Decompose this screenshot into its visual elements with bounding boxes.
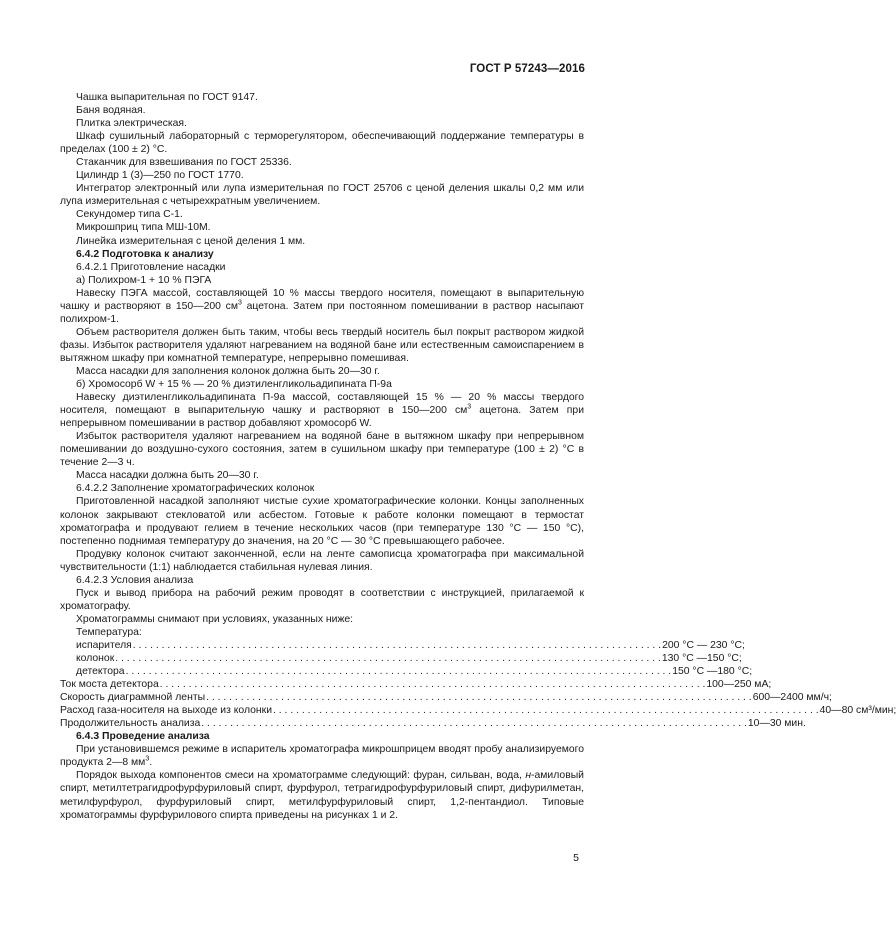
paragraph: Продувку колонок считают законченной, если на ленте самописца хроматографа при максимальной чувствительности (1:1) наблюдается стабильная нулевая линия.: [60, 548, 584, 573]
equipment-item: Баня водяная.: [76, 105, 146, 117]
equipment-item: Плитка электрическая.: [76, 118, 187, 130]
paragraph: Хроматограммы снимают при условиях, указанных ниже:: [76, 613, 354, 625]
equipment-item: Секундомер типа С-1.: [76, 209, 183, 221]
list-item: а) Полихром-1 + 10 % ПЭГА: [76, 274, 212, 286]
section-heading-6-4-3: 6.4.3 Проведение анализа: [76, 731, 210, 743]
equipment-item: Микрошприц типа МШ-10М.: [76, 222, 211, 234]
standard-code-header: ГОСТ Р 57243—2016: [469, 63, 585, 75]
condition-row: Продолжительность анализа . . . . . . . . . . . . . . . . . . . . . . . . . . . . . . . . . . . . . . . . . . . . . . . . . . . . . . . . . . . . . . . . . . . . . . . . . . . . . . . . . . . . . . . . . . . . . . . 10—30 мин.: [60, 718, 806, 730]
leader-dots: . . . . . . . . . . . . . . . . . . . . . . . . . . . . . . . . . . . . . . . . . . . . . . . . . . . . . . . . . . . . . . . . . . . . . . . . . . . . . . . . . . . . . . . . . . . . . . .: [115, 653, 661, 665]
condition-row: Ток моста детектора . . . . . . . . . . . . . . . . . . . . . . . . . . . . . . . . . . . . . . . . . . . . . . . . . . . . . . . . . . . . . . . . . . . . . . . . . . . . . . . . . . . . . . . . . . . . . . . 100—250 мА;: [60, 679, 772, 691]
leader-dots: . . . . . . . . . . . . . . . . . . . . . . . . . . . . . . . . . . . . . . . . . . . . . . . . . . . . . . . . . . . . . . . . . . . . . . . . . . . . . . . . . . . . . . . . . . . . . . .: [273, 705, 819, 717]
leader-dots: . . . . . . . . . . . . . . . . . . . . . . . . . . . . . . . . . . . . . . . . . . . . . . . . . . . . . . . . . . . . . . . . . . . . . . . . . . . . . . . . . . . . . . . . . . . . . . .: [201, 718, 747, 730]
condition-row: испарителя . . . . . . . . . . . . . . . . . . . . . . . . . . . . . . . . . . . . . . . . . . . . . . . . . . . . . . . . . . . . . . . . . . . . . . . . . . . . . . . . . . . . . . . . . . . . 200 °С — 230 °С;: [76, 639, 745, 651]
leader-dots: . . . . . . . . . . . . . . . . . . . . . . . . . . . . . . . . . . . . . . . . . . . . . . . . . . . . . . . . . . . . . . . . . . . . . . . . . . . . . . . . . . . . . . . . . . . . . . .: [206, 692, 752, 704]
subsection-heading: 6.4.2.2 Заполнение хроматографических колонок: [76, 483, 315, 495]
paragraph: Приготовленной насадкой заполняют чистые сухие хроматографические колонки. Концы заполненных колонок закрывают стекловатой или асбестом. Готовые к работе колонки помещают в термостат хроматографа и продувают гелием в течение нескольких часов (при температуре 130 °С — 150 °С), постепенно поднимая температуру до значения, на 20 °С — 30 °С превышающего рабочее.: [60, 496, 584, 547]
leader-dots: . . . . . . . . . . . . . . . . . . . . . . . . . . . . . . . . . . . . . . . . . . . . . . . . . . . . . . . . . . . . . . . . . . . . . . . . . . . . . . . . . . . . . . . . . . . .: [132, 639, 662, 651]
paragraph: Навеску ПЭГА массой, составляющей 10 % массы твердого носителя, помещают в выпарительную чашку и растворяют в 150—200 $см^3$ ацетона. Затем при постоянном помешивании в раствор насыпают полихром-1.: [60, 287, 584, 325]
paragraph: Объем растворителя должен быть таким, чтобы весь твердый носитель был покрыт раствором жидкой фазы. Избыток растворителя удаляют нагреванием на водяной бане или естественным самоиспарением в вытяжном шкафу при комнатной температуре, непрерывно помешивая.: [60, 326, 584, 364]
leader-dots: . . . . . . . . . . . . . . . . . . . . . . . . . . . . . . . . . . . . . . . . . . . . . . . . . . . . . . . . . . . . . . . . . . . . . . . . . . . . . . . . . . . . . . . . . . . . . . .: [159, 679, 706, 691]
equipment-item: Цилиндр 1 (3)—250 по ГОСТ 1770.: [76, 170, 244, 182]
equipment-item: Линейка измерительная с ценой деления 1 мм.: [76, 235, 306, 247]
condition-row: Скорость диаграммной ленты . . . . . . . . . . . . . . . . . . . . . . . . . . . . . . . . . . . . . . . . . . . . . . . . . . . . . . . . . . . . . . . . . . . . . . . . . . . . . . . . . . . . . . . . . . . . . . . 600—2400 мм/ч;: [60, 692, 832, 704]
paragraph: Порядок выхода компонентов смеси на хроматограмме следующий: фуран, сильван, вода, н-амиловый спирт, метилтетрагидрофурфуриловый спирт, фурфурол, тетрагидрофурфуриловый спирт, дифурилметан, метилфурфурол, фурфуриловый спирт, метилфурфуриловый спирт, 1,2-пентандиол. Типовые хроматограммы фурфурилового спирта приведены на рисунках 1 и 2.: [60, 770, 584, 821]
paragraph: Масса насадки должна быть 20—30 г.: [76, 470, 259, 482]
section-heading-6-4-2: 6.4.2 Подготовка к анализу: [76, 248, 214, 260]
paragraph: Избыток растворителя удаляют нагреванием на водяной бане в вытяжном шкафу при непрерывном помешивании до воздушно-сухого состояния, затем в сушильном шкафу при температуре (100 ± 2) °С в течение 2—3 ч.: [60, 431, 584, 469]
condition-row: Расход газа-носителя на выходе из колонки . . . . . . . . . . . . . . . . . . . . . . . . . . . . . . . . . . . . . . . . . . . . . . . . . . . . . . . . . . . . . . . . . . . . . . . . . . . . . . . . . . . . . . . . . . . . . . . 40—80 см³/мин;: [60, 705, 896, 717]
page-number: 5: [573, 852, 579, 864]
paragraph: При установившемся режиме в испаритель хроматографа микрошприцем вводят пробу анализируемого продукта 2—8 $мм^3$.: [60, 744, 584, 769]
document-body: [60, 91, 896, 822]
conditions-list: [60, 639, 896, 730]
paragraph: Масса насадки для заполнения колонок должна быть 20—30 г.: [76, 365, 380, 377]
subsection-heading: 6.4.2.1 Приготовление насадки: [76, 261, 226, 273]
list-item: б) Хромосорб W + 15 % — 20 % диэтиленгликольадипината П-9а: [76, 379, 392, 391]
equipment-item: Шкаф сушильный лабораторный с терморегулятором, обеспечивающий поддержание температуры в пределах (100 ± 2) °С.: [60, 131, 584, 156]
leader-dots: . . . . . . . . . . . . . . . . . . . . . . . . . . . . . . . . . . . . . . . . . . . . . . . . . . . . . . . . . . . . . . . . . . . . . . . . . . . . . . . . . . . . . . . . . . . . . . .: [125, 666, 672, 678]
condition-row: колонок . . . . . . . . . . . . . . . . . . . . . . . . . . . . . . . . . . . . . . . . . . . . . . . . . . . . . . . . . . . . . . . . . . . . . . . . . . . . . . . . . . . . . . . . . . . . . . . 130 °С —150 °С;: [76, 653, 742, 665]
equipment-item: Стаканчик для взвешивания по ГОСТ 25336.: [76, 157, 292, 169]
equipment-item: Интегратор электронный или лупа измерительная по ГОСТ 25706 с ценой деления шкалы 0,2 мм или лупа измерительная с четырехкратным увеличением.: [60, 183, 584, 208]
paragraph: Пуск и вывод прибора на рабочий режим проводят в соответствии с инструкцией, прилагаемой к хроматографу.: [60, 587, 584, 612]
subsection-heading: 6.4.2.3 Условия анализа: [76, 574, 194, 586]
paragraph: Температура:: [76, 626, 142, 638]
paragraph: Навеску диэтиленгликольадипината П-9а массой, составляющей 15 % — 20 % массы твердого носителя, помещают в выпарительную чашку и растворяют в 150—200 $см^3$ ацетона. Затем при непрерывном помешивании в раствор добавляют хромосорб W.: [60, 392, 584, 430]
equipment-item: Чашка выпарительная по ГОСТ 9147.: [76, 92, 258, 103]
condition-row: детектора . . . . . . . . . . . . . . . . . . . . . . . . . . . . . . . . . . . . . . . . . . . . . . . . . . . . . . . . . . . . . . . . . . . . . . . . . . . . . . . . . . . . . . . . . . . . . . . 150 °С —180 °С;: [76, 666, 753, 678]
